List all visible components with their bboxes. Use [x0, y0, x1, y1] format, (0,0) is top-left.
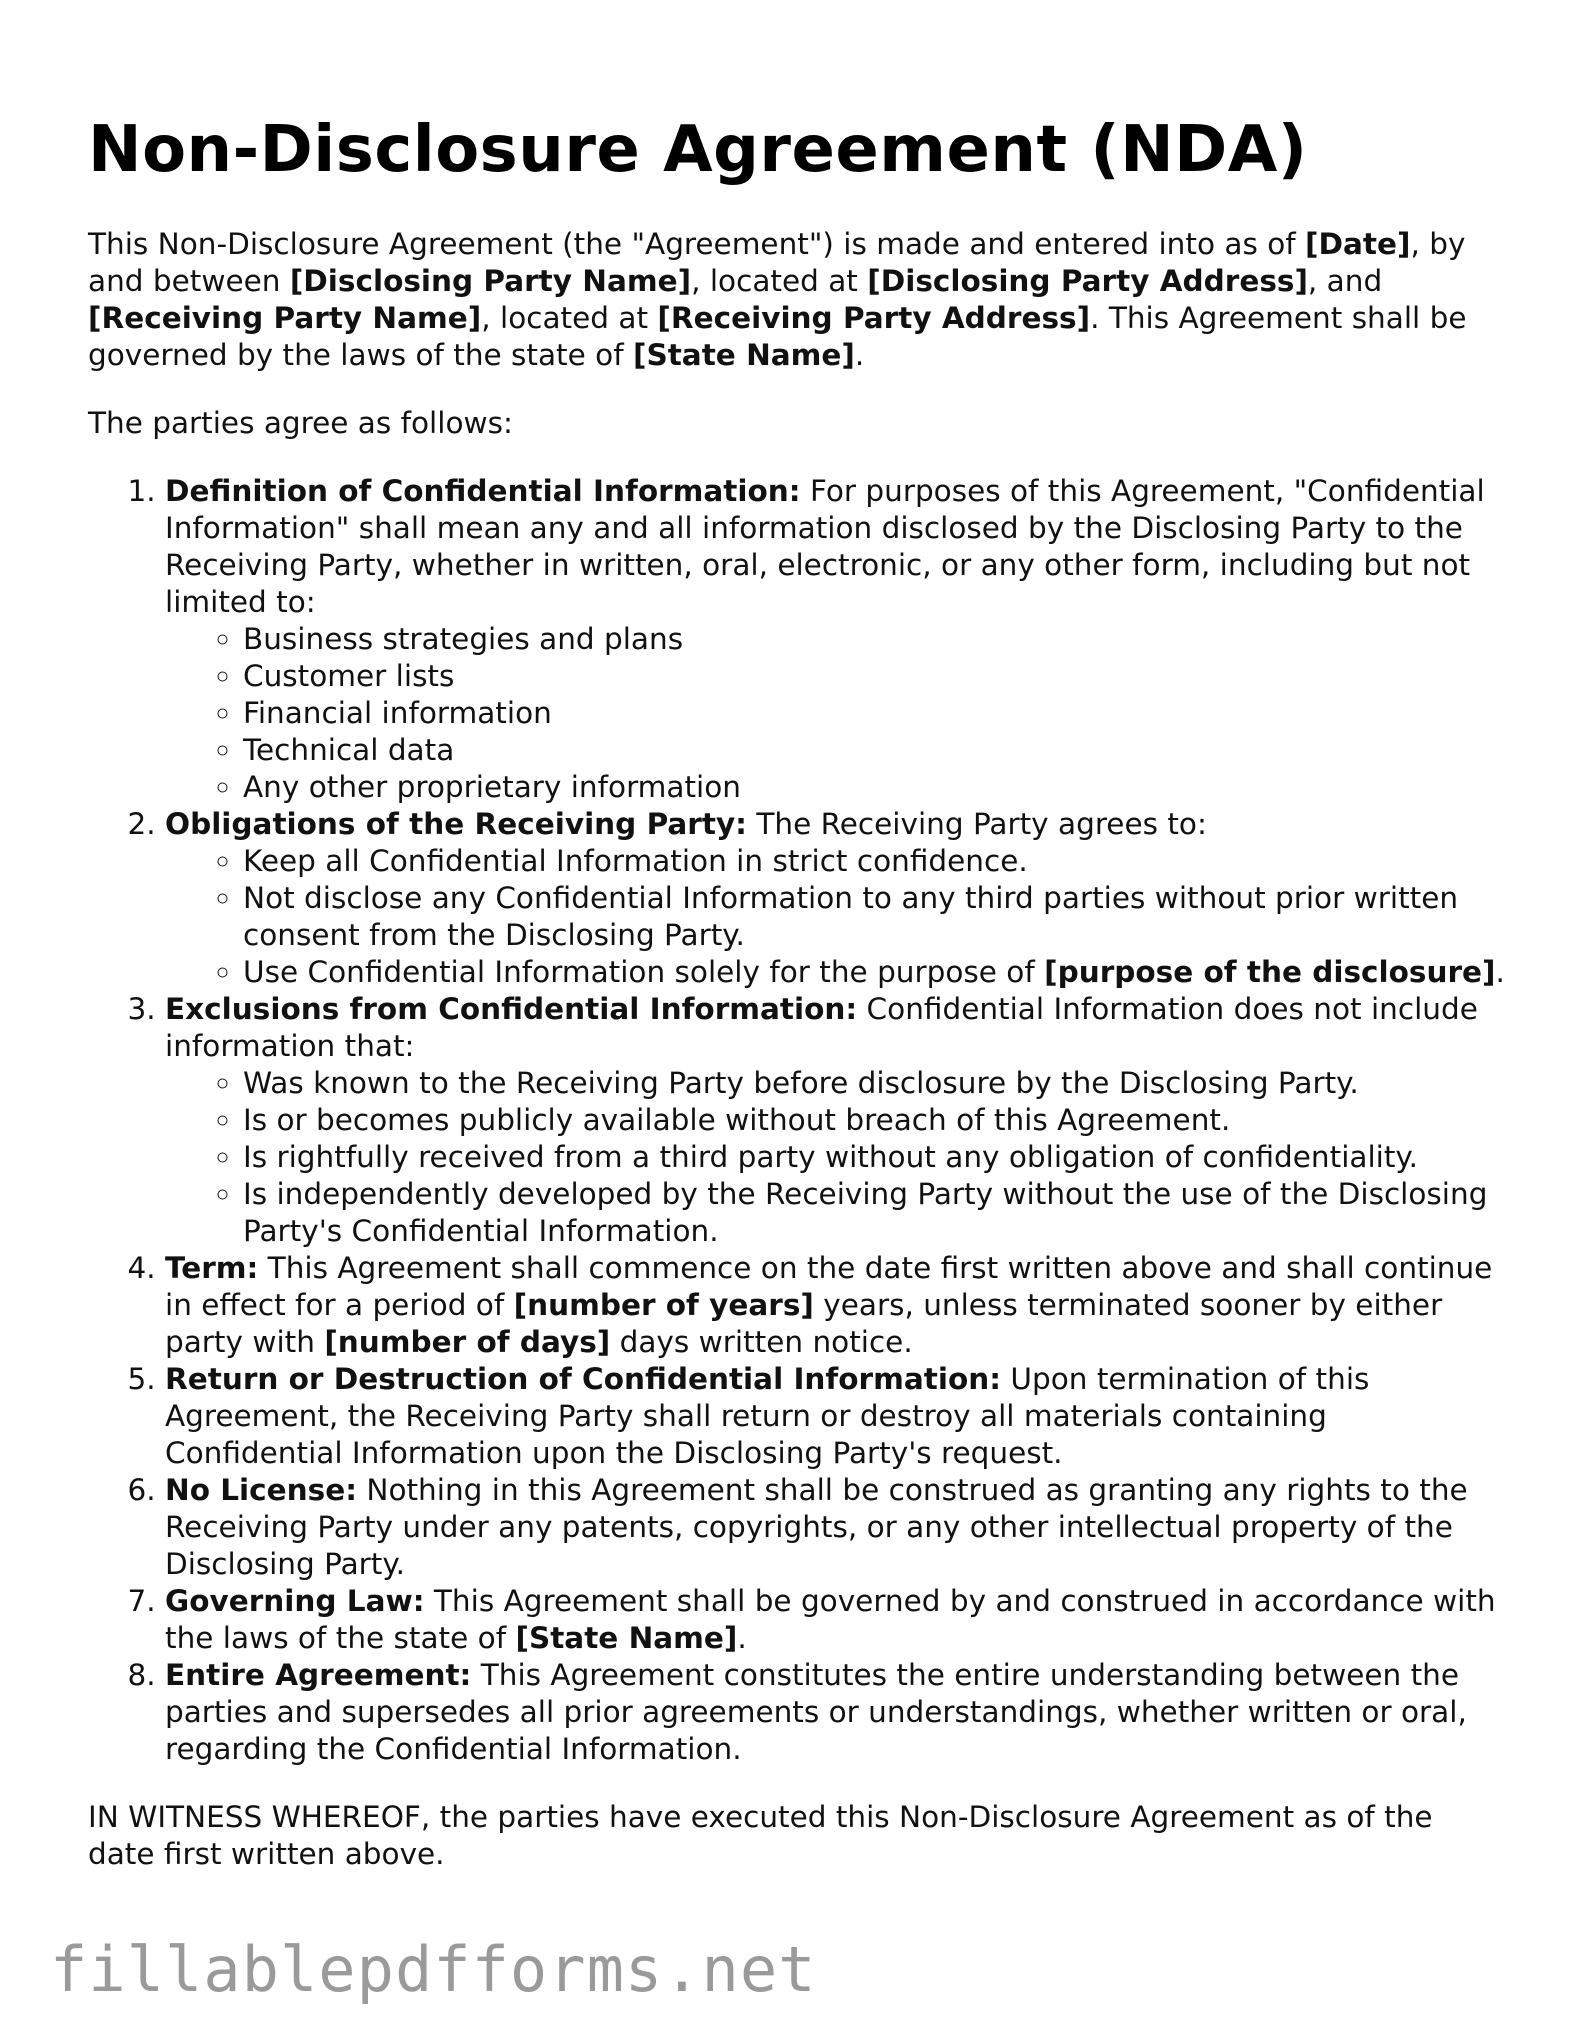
clause-text: .: [737, 1621, 747, 1655]
document: [88, 110, 1508, 1873]
clause-text: The Receiving Party agrees to:: [746, 807, 1207, 841]
clause-no-license: [165, 1472, 1508, 1583]
disclosing-party-address-placeholder: [Disclosing Party Address]: [867, 264, 1308, 298]
sub-item: ◦ Is independently developed by the Receiving Party without the use of the Disclosing Party's Confidential Information.: [243, 1176, 1508, 1250]
sub-item-text: .: [1495, 955, 1505, 989]
intro-text: .: [854, 338, 865, 372]
state-name-placeholder: [State Name]: [515, 1621, 738, 1655]
sub-item: ◦ Is rightfully received from a third party without any obligation of confidentiality.: [243, 1139, 1508, 1176]
sub-item: ◦ Was known to the Receiving Party before disclosure by the Disclosing Party.: [243, 1065, 1508, 1102]
clause-definition: [165, 473, 1508, 806]
sub-item: ◦ Business strategies and plans: [243, 621, 1508, 658]
clause-heading: No License:: [165, 1473, 357, 1507]
state-name-placeholder: [State Name]: [632, 338, 855, 372]
clause-sublist: [165, 1065, 1508, 1250]
sub-item: [243, 954, 1508, 991]
clause-text: Nothing in this Agreement shall be construed as granting any rights to the Receiving Party under any patents, copyrights, or any other intellectual property of the Disclosing Party.: [165, 1473, 1468, 1581]
clause-return: [165, 1361, 1508, 1472]
clause-text: days written notice.: [610, 1325, 913, 1359]
clause-exclusions: [165, 991, 1508, 1250]
clause-heading: Return or Destruction of Confidential Information:: [165, 1362, 1002, 1396]
receiving-party-name-placeholder: [Receiving Party Name]: [88, 301, 482, 335]
clause-text: Upon termination of this Agreement, the Receiving Party shall return or destroy all materials containing Confidential Information upon the Disclosing Party's request.: [165, 1362, 1370, 1470]
watermark-text: fillablepdfforms.net: [50, 1933, 817, 2006]
receiving-party-address-placeholder: [Receiving Party Address]: [657, 301, 1091, 335]
clause-entire-agreement: [165, 1657, 1508, 1768]
witness-paragraph: IN WITNESS WHEREOF, the parties have executed this Non-Disclosure Agreement as of the date first written above.: [88, 1800, 1433, 1871]
clause-text: years, unless terminated sooner by either party with: [165, 1288, 1443, 1359]
years-placeholder: [number of years]: [513, 1288, 814, 1322]
clause-heading: Term:: [165, 1251, 259, 1285]
disclosing-party-name-placeholder: [Disclosing Party Name]: [289, 264, 692, 298]
clause-term: [165, 1250, 1508, 1361]
sub-item: ◦ Any other proprietary information: [243, 769, 1508, 806]
clause-heading: Definition of Confidential Information:: [165, 474, 801, 508]
date-placeholder: [Date]: [1305, 227, 1411, 261]
intro-text: , and: [1307, 264, 1383, 298]
intro-text: , located at: [481, 301, 658, 335]
sub-item-text: Use Confidential Information solely for the purpose of: [243, 955, 1045, 989]
clause-text: This Agreement constitutes the entire understanding between the parties and supersedes all prior agreements or understandings, whether written or oral, regarding the Confidential Information.: [165, 1658, 1467, 1766]
clause-sublist: [165, 843, 1508, 991]
clause-text: Confidential Information does not include information that:: [165, 992, 1478, 1063]
sub-item: ◦ Technical data: [243, 732, 1508, 769]
sub-item: ◦ Keep all Confidential Information in strict confidence.: [243, 843, 1508, 880]
sub-item: ◦ Customer lists: [243, 658, 1508, 695]
parties-agree-text: The parties agree as follows:: [88, 406, 513, 440]
purpose-placeholder: [purpose of the disclosure]: [1044, 955, 1496, 989]
clause-governing-law: [165, 1583, 1508, 1657]
sub-item: ◦ Financial information: [243, 695, 1508, 732]
clause-sublist: [165, 621, 1508, 806]
document-title: Non-Disclosure Agreement (NDA): [88, 113, 1308, 187]
intro-text: . This Agreement shall be governed by the laws of the state of: [88, 301, 1467, 372]
intro-text: This Non-Disclosure Agreement (the "Agreement") is made and entered into as of: [88, 227, 1306, 261]
sub-item: ◦ Is or becomes publicly available without breach of this Agreement.: [243, 1102, 1508, 1139]
intro-text: , by and between: [88, 227, 1466, 298]
clause-text: This Agreement shall be governed by and construed in accordance with the laws of the state of: [165, 1584, 1496, 1655]
clause-heading: Entire Agreement:: [165, 1658, 472, 1692]
clause-text: This Agreement shall commence on the date first written above and shall continue in effect for a period of: [165, 1251, 1493, 1322]
clause-obligations: [165, 806, 1508, 991]
days-placeholder: [number of days]: [324, 1325, 611, 1359]
clause-heading: Governing Law:: [165, 1584, 425, 1618]
clause-heading: Exclusions from Confidential Information:: [165, 992, 858, 1026]
sub-item: ◦ Not disclose any Confidential Information to any third parties without prior written consent from the Disclosing Party.: [243, 880, 1508, 954]
intro-paragraph: [88, 226, 1508, 374]
clause-heading: Obligations of the Receiving Party:: [165, 807, 747, 841]
clauses-list: [88, 473, 1508, 1768]
clause-text: For purposes of this Agreement, "Confidential Information" shall mean any and all information disclosed by the Disclosing Party to the Receiving Party, whether in written, oral, electronic, or any other form, including but not limited to:: [165, 474, 1485, 619]
intro-text: , located at: [691, 264, 868, 298]
